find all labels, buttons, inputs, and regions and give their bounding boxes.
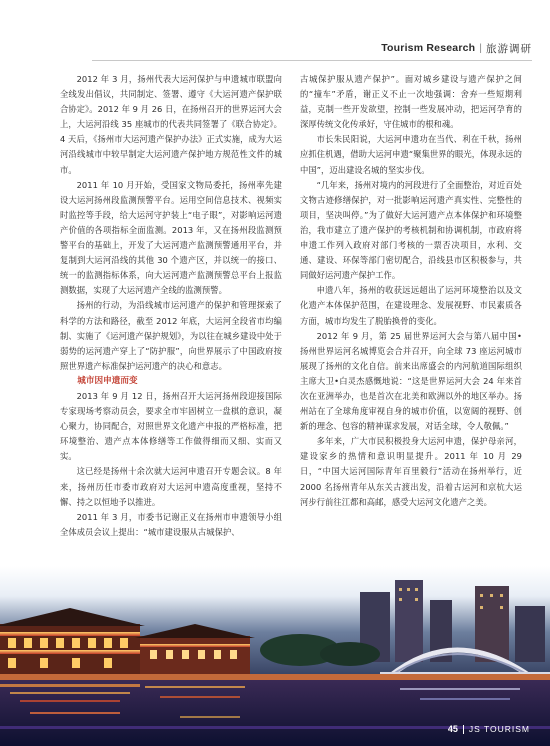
page-number: 45: [447, 724, 458, 734]
subheading: 城市因申遗而变: [77, 375, 138, 386]
paragraph: “几年来，扬州对境内的河段进行了全面整治，对近百处文物古迹修缮保护，对一批影响运河遗产真实性、完整性的项目，坚决叫停。”为了做好大运河遗产点本体保护和环境整治，我市建立了遗产保护的考核机制和协调机制，市政府将申遗工作列入政府对部门考核的一票否决项目，水利、交通、建设、环保等部门密切配合，沿线县市区积极参与，共同做好运河遗产保护工作。: [300, 179, 522, 281]
paragraph: 2012 年 9 月，第 25 届世界运河大会与第八届中国•扬州世界运河名城博览会合并召开，向全球 73 座运河城市展现了扬州的文化自信。前来出席盛会的内河航道国际组织主席大卫•白灵杰感慨地说：“这是世界运河大会 24 年来首次在亚洲举办，也是首次在北美和欧洲以外的地区举办。扬州站在了全球角度审视自身的城市价值，以宽阔的视野、创新的理念、包容的精神谋求发展，对话全球，令人敬佩。”: [300, 330, 522, 432]
magazine-name: JS TOURISM: [468, 724, 530, 734]
photo-illustration: [0, 566, 550, 746]
footer-divider: [463, 725, 464, 734]
paragraph: 扬州的行动，为沿线城市运河遗产的保护和管理探索了科学的方法和路径，截至 2012 年底，大运河全段省市均编制、实施了《运河遗产保护规划》，为以往在城乡建设中处于弱势的运河遗产穿上了“防护服”，向世界展示了中国政府按照世界遗产标准保护运河遗产的决心和意志。: [60, 300, 282, 371]
section-title-en: Tourism Research: [381, 42, 476, 54]
paragraph: 多年来，广大市民积极投身大运河申遗，保护母亲河，建设家乡的热情和意识明显提升。2011 年 10 月 29 日，“中国大运河国际青年百里毅行”活动在扬州举行，近 2000 名扬州青年从东关古渡出发，沿着古运河和京杭大运河步行前往江都和高邮，感受大运河文化遗产之美。: [300, 436, 522, 507]
paragraph: 古城保护服从遗产保护”。面对城乡建设与遗产保护之间的“撞车”矛盾，谢正义不止一次地强调：舍弃一些短期利益，克制一些开发欲望，控制一些发展冲动，把运河孕育的深厚传统文化传承好，守住城市的根和魂。: [300, 74, 522, 130]
canal-night-photo: [0, 566, 550, 746]
section-separator: |: [479, 42, 482, 54]
left-column: [60, 72, 282, 572]
paragraph: 市长朱民阳说，大运河申遗功在当代、利在千秋，扬州应抓住机遇，借助大运河申遗“聚集世界的眼光，体现永远的中国”，迈出建设名城的坚实步伐。: [300, 134, 522, 175]
paragraph: 2012 年 3 月，扬州代表大运河保护与申遗城市联盟向全线发出倡议，共同制定、签署、遵守《大运河遗产保护联合协定》。2012 年 9 月 26 日，在扬州召开的世界运河大会上，大运河沿线 35 座城市的代表共同签署了《联合协定》。4 天后，《扬州市大运河遗产保护办法》正式实施，成为大运河沿线城市中较早制定大运河遗产保护地方规范性文件的城市。: [60, 74, 282, 175]
paragraph: 2011 年 3 月，市委书记谢正义在扬州市申遗领导小组全体成员会议上提出：“城市建设服从古城保护、: [60, 511, 282, 537]
section-title-cn: 旅游调研: [486, 42, 532, 55]
paragraph: 2013 年 9 月 12 日，扬州召开大运河扬州段迎接国际专家现场考察动员会，要求全市牢固树立一盘棋的意识，凝心聚力，协同配合，对照世界文化遗产申报的严格标准，把环境整治、遗产点本体修缮等工作做得细而又细、实而又实。: [60, 390, 282, 462]
paragraph: 2011 年 10 月开始，受国家文物局委托，扬州率先建设大运河扬州段监测预警平台。运用空间信息技术、视频实时监控等手段，给大运河守护装上“电子眼”，对影响运河遗产价值的各项指标全面监测。2013 年，又在扬州段监测预警平台的基础上，开发了大运河遗产监测预警通用平台，并复制到大运河沿线的其他 30 个遗产区，并以统一的接口、统一的监测指标体系，向大运河遗产监测预警总平台上报监测数据，实现了大运河遗产全线的监测预警。: [60, 179, 282, 296]
article-body: [60, 72, 522, 572]
header-rule: [92, 60, 532, 61]
page-footer: [448, 722, 530, 736]
paragraph: 申遗八年，扬州的收获远远超出了运河环境整治以及文化遗产本体保护范围，在建设理念、发展视野、市民素质各方面，城市均发生了脱胎换骨的变化。: [300, 285, 522, 326]
paragraph: 这已经是扬州十余次就大运河申遗召开专题会议。8 年来，扬州历任市委市政府对大运河申遗高度重视，坚持不懈、持之以恒地予以推进。: [60, 466, 282, 507]
section-header: [381, 38, 532, 58]
right-column: [300, 72, 522, 572]
